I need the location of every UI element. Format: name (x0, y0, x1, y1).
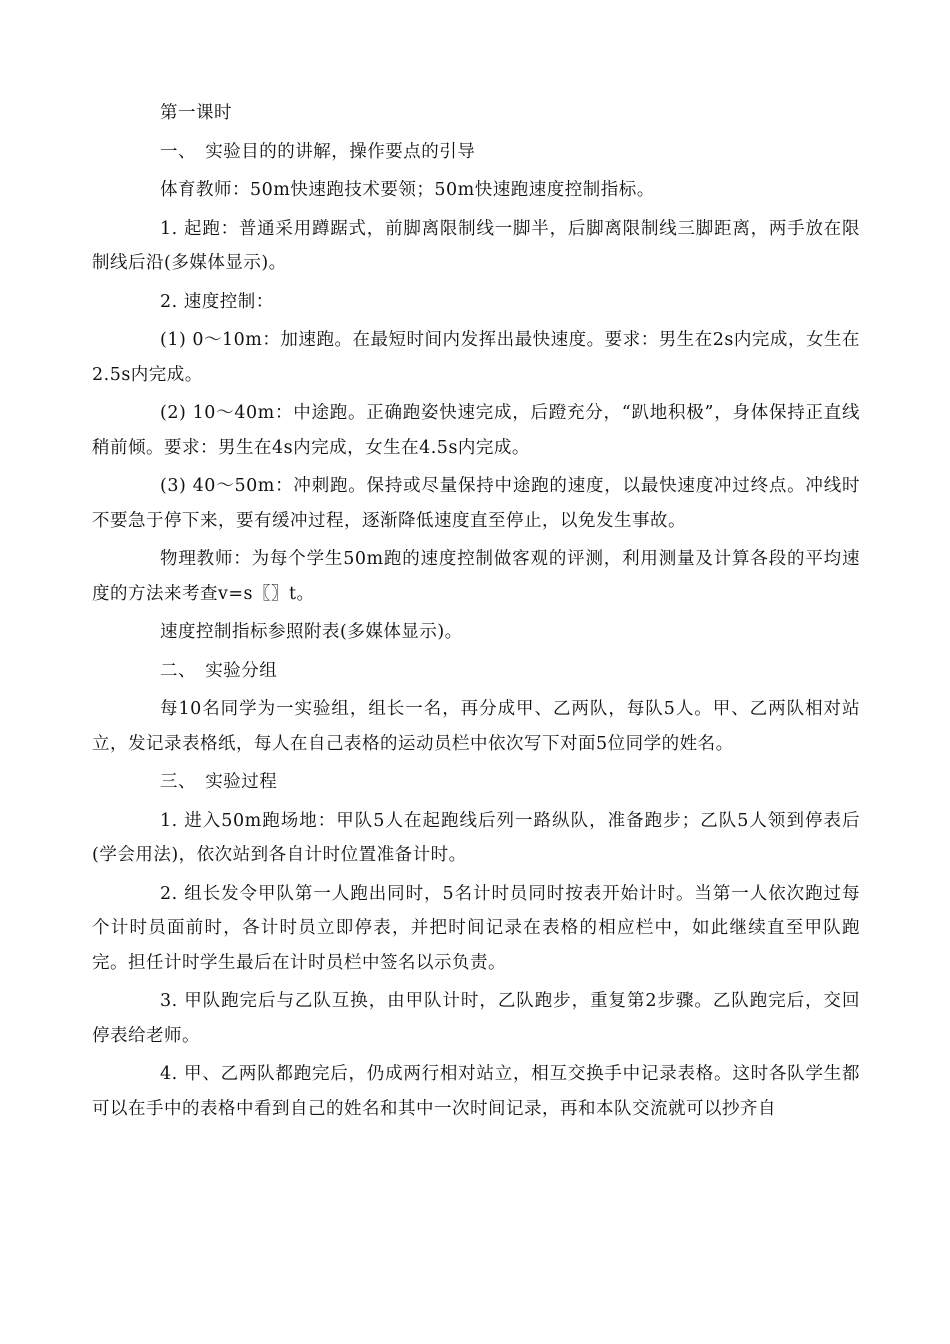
paragraph-step-4: 4. 甲、乙两队都跑完后，仍成两行相对站立，相互交换手中记录表格。这时各队学生都可以在手中的表格中看到自己的姓名和其中一次时间记录，再和本队交流就可以抄齐自 (92, 1064, 860, 1119)
paragraph-reference-table: 速度控制指标参照附表(多媒体显示)。 (160, 622, 463, 642)
section-heading-2: 二、 实验分组 (160, 660, 278, 681)
document-page (92, 96, 860, 1126)
paragraph-physics-teacher: 物理教师：为每个学生50m跑的速度控制做客观的评测，利用测量及计算各段的平均速度的方法来考查v=s〖〗t。 (92, 549, 860, 604)
paragraph-pe-teacher: 体育教师：50m快速跑技术要领；50m快速跑速度控制指标。 (160, 180, 655, 200)
paragraph-step-2: 2. 组长发令甲队第一人跑出同时，5名计时员同时按表开始计时。当第一人依次跑过每个计时员面前时，各计时员立即停表，并把时间记录在表格的相应栏中，如此继续直至甲队跑完。担任计时学生最后在计时员栏中签名以示负责。 (92, 883, 860, 973)
paragraph-phase-3: (3) 40～50m：冲刺跑。保持或尽量保持中途跑的速度，以最快速度冲过终点。冲线时不要急于停下来，要有缓冲过程，逐渐降低速度直至停止，以免发生事故。 (92, 476, 860, 531)
lesson-heading: 第一课时 (160, 103, 232, 123)
paragraph-phase-1: (1) 0～10m：加速跑。在最短时间内发挥出最快速度。要求：男生在2s内完成，女生在2.5s内完成。 (92, 330, 860, 385)
section-heading-3: 三、 实验过程 (160, 772, 278, 792)
paragraph-grouping: 每10名同学为一实验组，组长一名，再分成甲、乙两队，每队5人。甲、乙两队相对站立，发记录表格纸，每人在自己表格的运动员栏中依次写下对面5位同学的姓名。 (92, 699, 860, 754)
section-heading-1: 一、 实验目的的讲解，操作要点的引导 (160, 141, 476, 162)
paragraph-speed-control: 2. 速度控制： (160, 291, 274, 312)
paragraph-step-1: 1. 进入50m跑场地：甲队5人在起跑线后列一路纵队，准备跑步；乙队5人领到停表后(学会用法)，依次站到各自计时位置准备计时。 (92, 810, 860, 865)
paragraph-step-3: 3. 甲队跑完后与乙队互换，由甲队计时，乙队跑步，重复第2步骤。乙队跑完后，交回停表给老师。 (92, 991, 860, 1046)
paragraph-phase-2: (2) 10～40m：中途跑。正确跑姿快速完成，后蹬充分，“趴地积极”，身体保持正直线稍前倾。要求：男生在4s内完成，女生在4.5s内完成。 (92, 403, 860, 458)
paragraph-start: 1. 起跑：普通采用蹲踞式，前脚离限制线一脚半，后脚离限制线三脚距离，两手放在限制线后沿(多媒体显示)。 (92, 218, 860, 273)
